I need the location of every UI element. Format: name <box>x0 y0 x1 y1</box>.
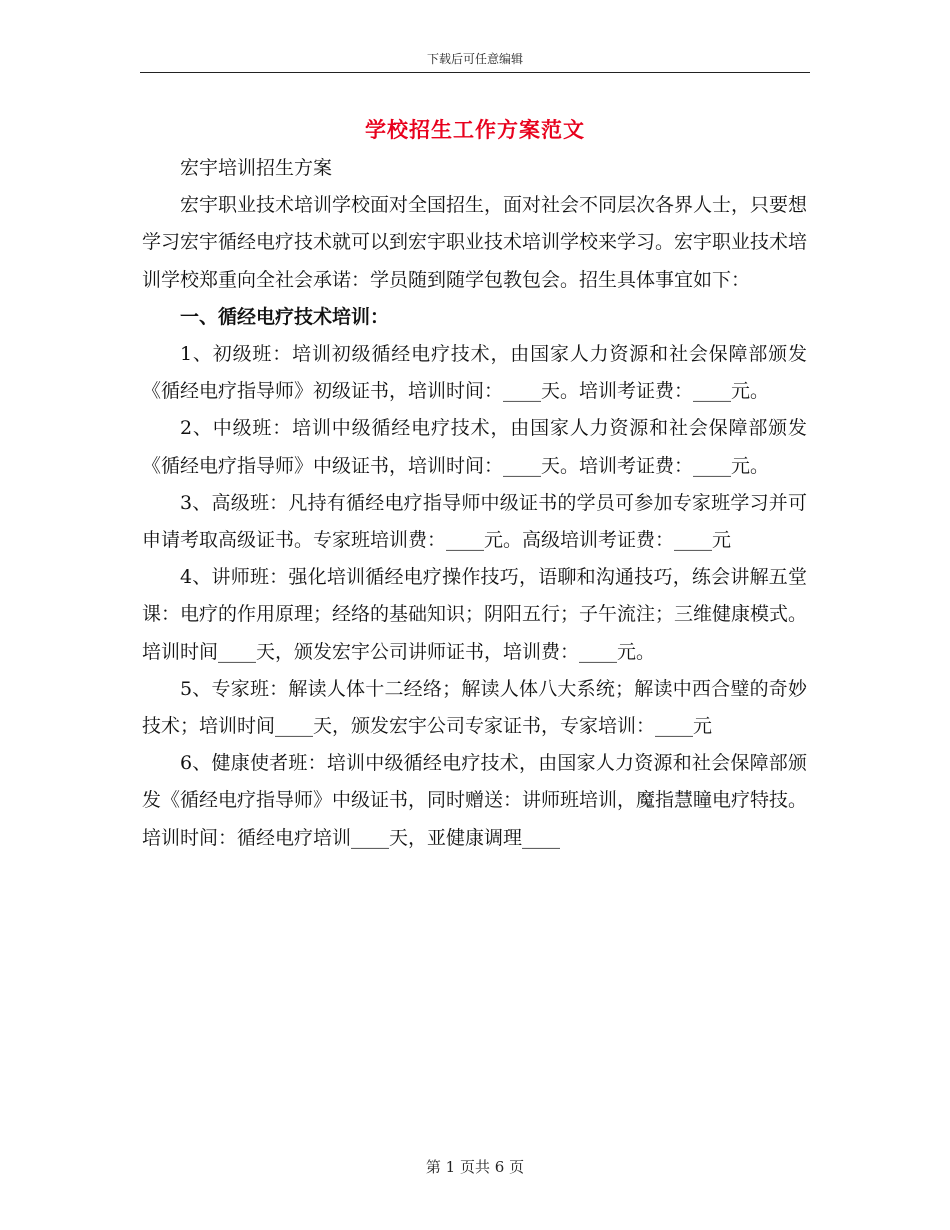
paragraph-subtitle: 宏宇培训招生方案 <box>180 157 333 179</box>
paragraph-item-3: 3、高级班：凡持有循经电疗指导师中级证书的学员可参加专家班学习并可申请考取高级证书。专家班培训费：____元。高级培训考证费：____元 <box>142 491 807 552</box>
paragraph-item-5: 5、专家班：解读人体十二经络；解读人体八大系统；解读中西合璧的奇妙技术；培训时间____天，颁发宏宇公司专家证书，专家培训：____元 <box>142 677 807 738</box>
paragraph-item-4: 4、讲师班：强化培训循经电疗操作技巧，语聊和沟通技巧，练会讲解五堂课：电疗的作用原理；经络的基础知识；阴阳五行；子午流注；三维健康模式。培训时间____天，颁发宏宇公司讲师证书，培训费：____元。 <box>142 566 808 663</box>
paragraph-item-2: 2、中级班：培训中级循经电疗技术，由国家人力资源和社会保障部颁发《循经电疗指导师》中级证书，培训时间：____天。培训考证费：____元。 <box>142 417 807 477</box>
page-header: 下载后可任意编辑 <box>426 52 523 66</box>
paragraph-item-1: 1、初级班：培训初级循经电疗技术，由国家人力资源和社会保障部颁发《循经电疗指导师》初级证书，培训时间：____天。培训考证费：____元。 <box>142 343 807 403</box>
paragraph-item-6: 6、健康使者班：培训中级循经电疗技术，由国家人力资源和社会保障部颁发《循经电疗指导师》中级证书，同时赠送：讲师班培训，魔指慧瞳电疗特技。培训时间：循经电疗培训____天，亚健康调理____ <box>142 752 808 849</box>
paragraph-intro: 宏宇职业技术培训学校面对全国招生，面对社会不同层次各界人士，只要想学习宏宇循经电疗技术就可以到宏宇职业技术培训学校来学习。宏宇职业技术培训学校郑重向全社会承诺：学员随到随学包教包会。招生具体事宜如下： <box>142 194 808 291</box>
document-body <box>142 150 807 857</box>
section-heading: 一、循经电疗技术培训： <box>180 305 390 328</box>
document-title: 学校招生工作方案范文 <box>365 117 585 142</box>
page-footer: 第 1 页共 6 页 <box>425 1158 525 1176</box>
header-divider <box>140 72 810 73</box>
